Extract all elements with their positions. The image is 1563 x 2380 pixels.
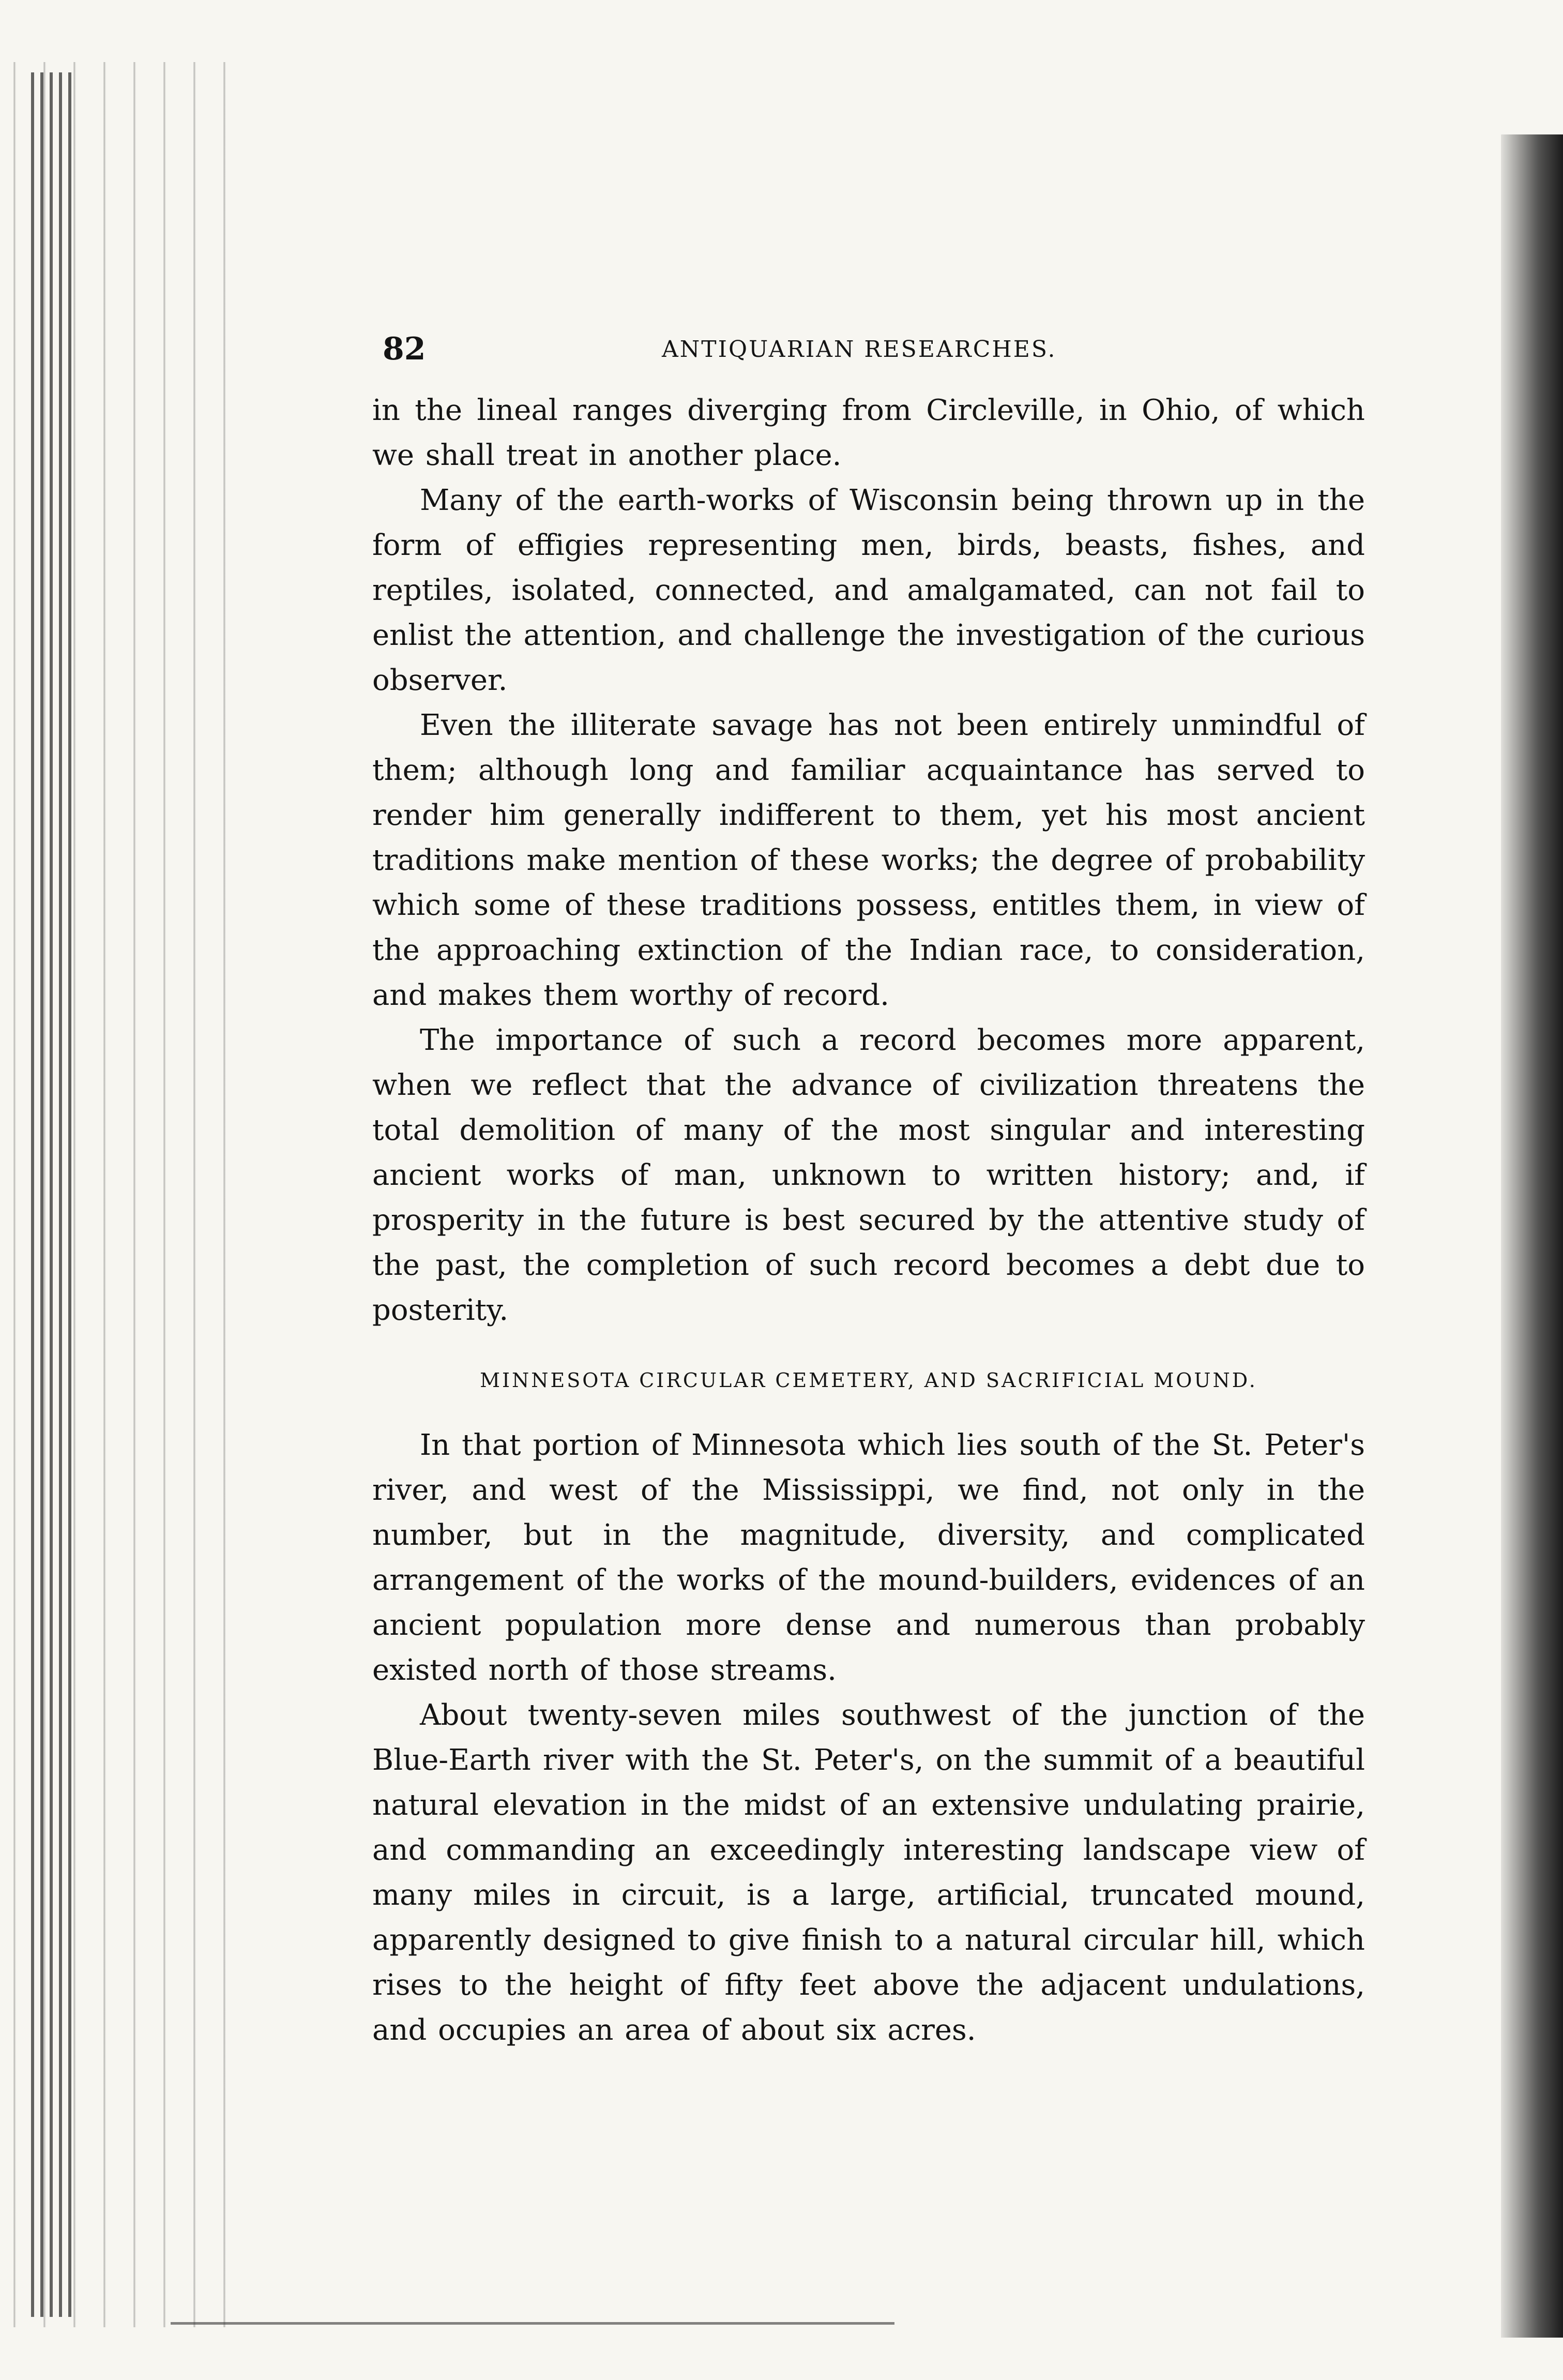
scan-binding-left-dark xyxy=(31,72,78,2317)
page-header xyxy=(372,331,1365,378)
page-number: 82 xyxy=(383,331,426,367)
section-heading: MINNESOTA CIRCULAR CEMETERY, AND SACRIFICIAL MOUND. xyxy=(480,1369,1257,1392)
scan-binding-right xyxy=(1501,134,1563,2338)
paragraph: Many of the earth-works of Wisconsin being thrown up in the form of effigies representing men, birds, beasts, fishes, and reptiles, isolated, connected, and amalgamated, can not fail to enlist the attention, and challenge the investigation of the curious observer. xyxy=(372,484,1365,697)
scan-bottom-rule xyxy=(171,2322,894,2325)
section-paragraph: In that portion of Minnesota which lies south of the St. Peter's river, and west of the Mississippi, we find, not only in the number, but in the magnitude, diversity, and complicated arrangement of the works of the mound-builders, evidences of an ancient population more dense and numerous than probably existed north of those streams. xyxy=(372,1428,1365,1687)
section-paragraph: About twenty-seven miles southwest of the junction of the Blue-Earth river with the St. Peter's, on the summit of a beautiful natural elevation in the midst of an extensive undulating prairie, and commanding an exceedingly interesting landscape view of many miles in circuit, is a large, artificial, truncated mound, apparently designed to give finish to a natural circular hill, which rises to the height of fifty feet above the adjacent undulations, and occupies an area of about six acres. xyxy=(372,1698,1365,2047)
paragraph: The importance of such a record becomes more apparent, when we reflect that the advance of civilization threatens the total demolition of many of the most singular and interesting ancient works of man, unknown to written history; and, if prosperity in the future is best secured by the attentive study of the past, the completion of such record becomes a debt due to posterity. xyxy=(372,1023,1365,1327)
paragraph-continued: in the lineal ranges diverging from Circleville, in Ohio, of which we shall treat in another place. xyxy=(372,394,1365,472)
running-head: ANTIQUARIAN RESEARCHES. xyxy=(662,336,1057,363)
paragraph: Even the illiterate savage has not been entirely unmindful of them; although long and familiar acquaintance has served to render him generally indifferent to them, yet his most ancient traditions make mention of these works; the degree of probability which some of these traditions possess, entitles them, in view of the approaching extinction of the Indian race, to consideration, and makes them worthy of record. xyxy=(372,709,1365,1012)
book-page xyxy=(372,331,1365,2053)
